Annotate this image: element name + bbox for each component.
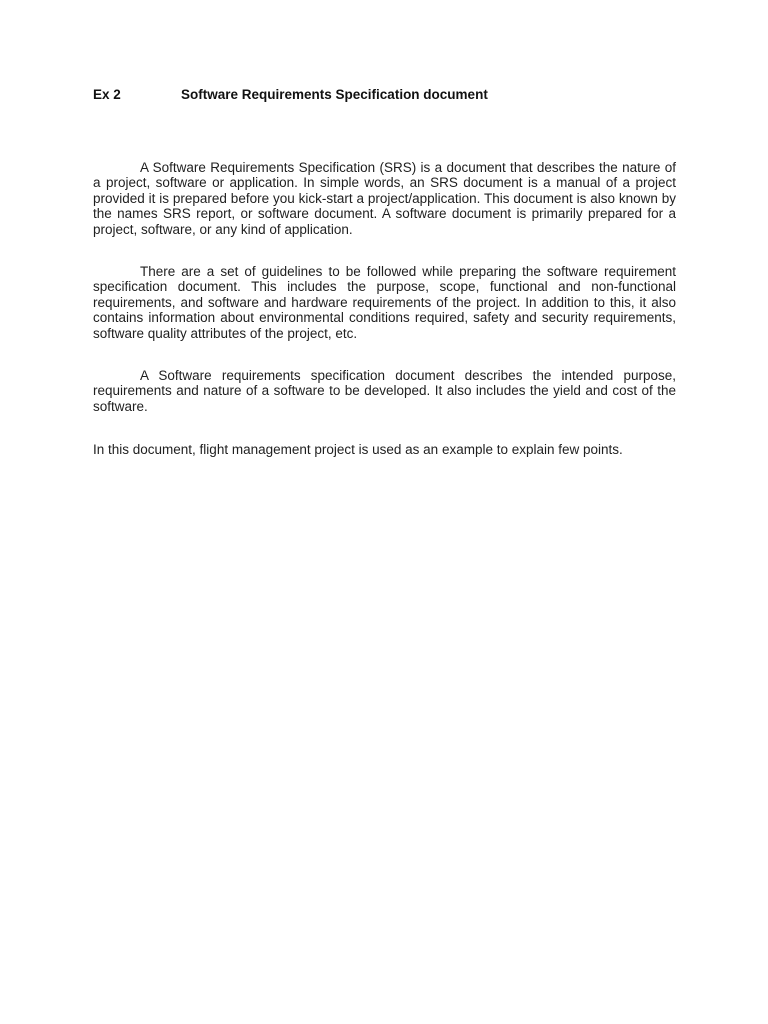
document-heading — [93, 87, 488, 102]
paragraph-example-note: In this document, flight management project is used as an example to explain few points. — [93, 442, 623, 457]
document-title: Software Requirements Specification document — [181, 87, 488, 102]
paragraph-srs-definition: A Software Requirements Specification (SRS) is a document that describes the nature of a project, software or application. In simple words, an SRS document is a manual of a project provided it is prepared before you kick-start a project/application. This document is also known by the names SRS report, or software document. A software document is primarily prepared for a project, software, or any kind of application. — [93, 160, 676, 237]
paragraph-purpose: A Software requirements specification document describes the intended purpose, requirements and nature of a software to be developed. It also includes the yield and cost of the software. — [93, 368, 676, 414]
exercise-label: Ex 2 — [93, 87, 121, 102]
paragraph-guidelines: There are a set of guidelines to be followed while preparing the software requirement specification document. This includes the purpose, scope, functional and non-functional requirements, and software and hardware requirements of the project. In addition to this, it also contains information about environmental conditions required, safety and security requirements, software quality attributes of the project, etc. — [93, 264, 676, 341]
